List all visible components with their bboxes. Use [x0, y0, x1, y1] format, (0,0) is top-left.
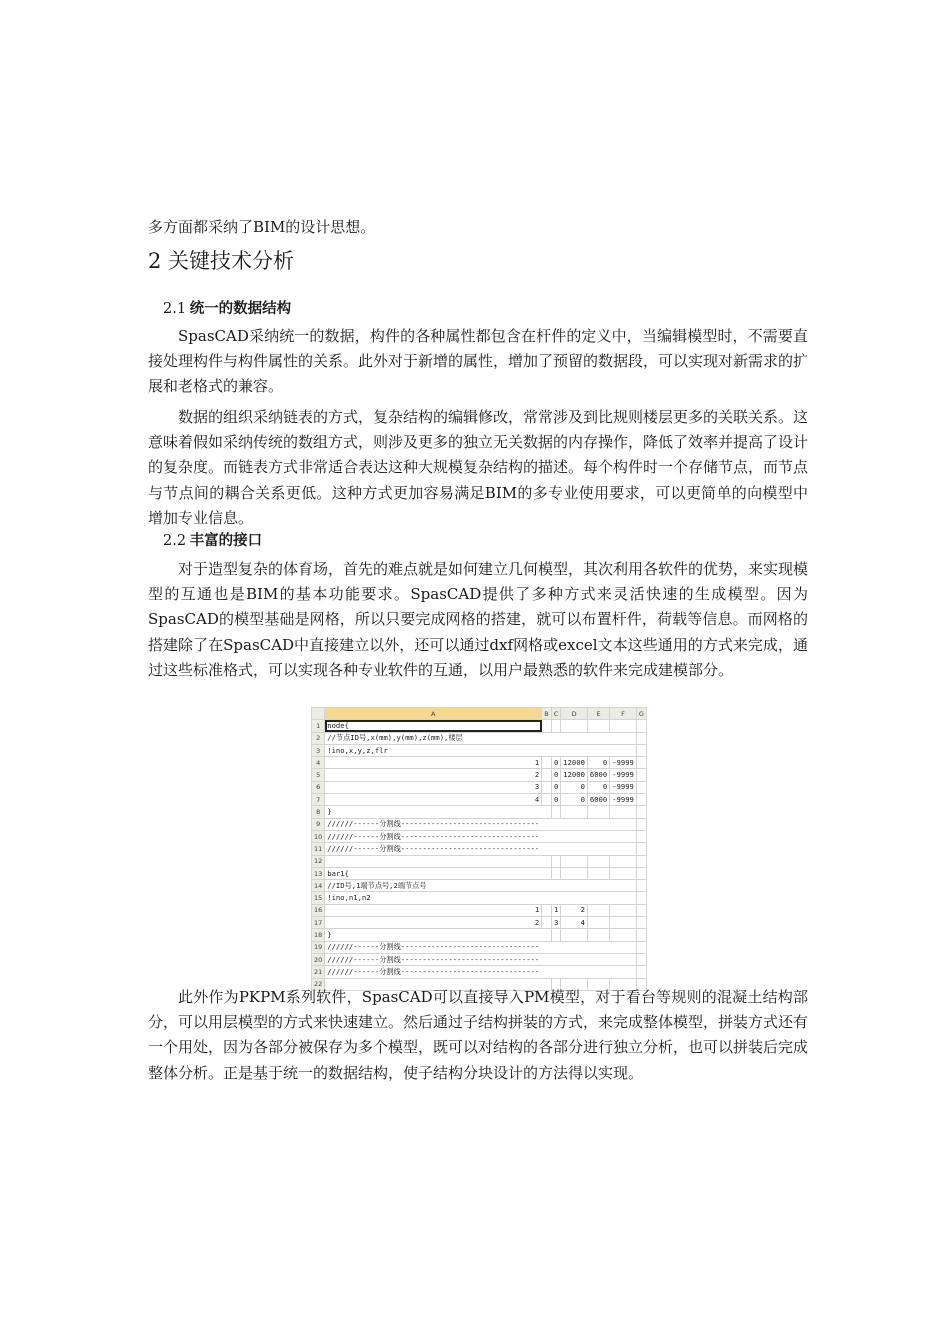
table-row [312, 744, 647, 756]
cell[interactable] [610, 929, 637, 941]
cell[interactable] [610, 953, 637, 965]
table-row [312, 843, 647, 855]
cell[interactable] [542, 966, 551, 978]
table-row [312, 929, 647, 941]
cell[interactable] [561, 818, 588, 830]
cell[interactable] [542, 769, 551, 781]
cell[interactable] [561, 941, 588, 953]
cell[interactable] [636, 757, 646, 769]
cell[interactable] [542, 929, 551, 941]
cell[interactable] [636, 904, 646, 916]
cell[interactable]: 2 [561, 904, 588, 916]
cell[interactable] [561, 744, 588, 756]
table-row [312, 720, 647, 732]
cell[interactable] [551, 892, 561, 904]
cell[interactable] [610, 966, 637, 978]
row-header[interactable]: 14 [312, 880, 325, 892]
cell[interactable]: 2 [325, 917, 542, 929]
cell[interactable]: -9999 [610, 757, 637, 769]
row-header[interactable]: 21 [312, 966, 325, 978]
cell[interactable] [636, 892, 646, 904]
cell[interactable] [542, 720, 551, 732]
cell[interactable] [636, 953, 646, 965]
cell[interactable]: -9999 [610, 794, 637, 806]
cell[interactable] [551, 855, 561, 867]
cell[interactable] [610, 744, 637, 756]
cell[interactable] [542, 843, 551, 855]
row-header[interactable]: 17 [312, 917, 325, 929]
cell[interactable] [561, 830, 588, 842]
cell[interactable]: 2 [325, 769, 542, 781]
cell[interactable] [587, 720, 609, 732]
column-header-e[interactable]: E [587, 708, 609, 720]
cell[interactable]: 3 [325, 781, 542, 793]
table-row [312, 830, 647, 842]
cell[interactable]: 0 [587, 781, 609, 793]
cell[interactable] [587, 806, 609, 818]
cell[interactable]: //////------分割线-------------------------------- [325, 818, 542, 830]
table-row [312, 794, 647, 806]
subsection-number: 2.2 [163, 533, 187, 549]
cell[interactable]: !ino,x,y,z,flr [325, 744, 542, 756]
cell[interactable] [561, 867, 588, 879]
cell[interactable] [551, 941, 561, 953]
cell[interactable] [561, 855, 588, 867]
cell[interactable] [542, 732, 551, 744]
cell[interactable] [587, 941, 609, 953]
cell[interactable] [542, 892, 551, 904]
cell[interactable]: 3 [551, 917, 561, 929]
cell[interactable] [542, 744, 551, 756]
cell[interactable] [542, 880, 551, 892]
cell[interactable] [636, 794, 646, 806]
column-header-d[interactable]: D [561, 708, 588, 720]
cell[interactable] [561, 843, 588, 855]
column-header-g[interactable]: G [636, 708, 646, 720]
cell[interactable]: //////------分割线-------------------------------- [325, 830, 542, 842]
intro-tail-line: 多方面都采纳了BIM的设计思想。 [148, 218, 376, 236]
cell[interactable] [587, 843, 609, 855]
cell[interactable] [551, 744, 561, 756]
table-row [312, 904, 647, 916]
cell[interactable]: 6000 [587, 794, 609, 806]
cell[interactable]: 1 [325, 757, 542, 769]
paragraph-pkpm: 此外作为PKPM系列软件，SpasCAD可以直接导入PM模型，对于看台等规则的混凝土结构部分，可以用层模型的方式来快速建立。然后通过子结构拼装的方式，来完成整体模型，拼装方式还有一个用处，因为各部分被保存为多个模型，既可以对结构的各部分进行独立分析，也可以拼装后完成整体分析。正是基于统一的数据结构，使子结构分块设计的方法得以实现。 [148, 988, 809, 1082]
cell[interactable] [636, 781, 646, 793]
cell[interactable]: node{ [325, 720, 542, 732]
cell[interactable] [561, 953, 588, 965]
cell[interactable] [587, 953, 609, 965]
row-header[interactable]: 16 [312, 904, 325, 916]
cell[interactable] [610, 904, 637, 916]
cell[interactable] [551, 806, 561, 818]
cell[interactable] [636, 843, 646, 855]
cell[interactable] [587, 830, 609, 842]
cell[interactable] [636, 769, 646, 781]
corner-cell [312, 708, 325, 720]
cell[interactable]: 0 [561, 781, 588, 793]
cell[interactable] [587, 904, 609, 916]
cell[interactable]: 4 [561, 917, 588, 929]
table-row [312, 966, 647, 978]
table-row [312, 769, 647, 781]
cell[interactable] [542, 818, 551, 830]
cell[interactable] [542, 867, 551, 879]
cell[interactable]: 0 [551, 794, 561, 806]
paragraph-linked-list: 数据的组织采纳链表的方式，复杂结构的编辑修改，常常涉及到比规则楼层更多的关联关系。这意味着假如采纳传统的数组方式，则涉及更多的独立无关数据的内存操作，降低了效率并提高了设计的复杂度。而链表方式非常适合表达这种大规模复杂结构的描述。每个构件时一个存储节点，而节点与节点间的耦合关系更低。这种方式更加容易满足BIM的多专业使用要求，可以更简单的向模型中增加专业信息。 [148, 408, 809, 527]
cell[interactable] [636, 855, 646, 867]
cell[interactable] [551, 929, 561, 941]
cell[interactable] [587, 818, 609, 830]
cell[interactable] [636, 818, 646, 830]
cell[interactable] [610, 806, 637, 818]
row-header[interactable]: 20 [312, 953, 325, 965]
cell[interactable] [587, 929, 609, 941]
cell[interactable] [636, 830, 646, 842]
row-header[interactable]: 18 [312, 929, 325, 941]
cell[interactable] [542, 757, 551, 769]
cell[interactable] [587, 732, 609, 744]
cell[interactable]: -9999 [610, 781, 637, 793]
table-row [312, 953, 647, 965]
cell[interactable] [610, 917, 637, 929]
cell[interactable] [610, 830, 637, 842]
cell[interactable] [610, 867, 637, 879]
cell[interactable]: 0 [551, 757, 561, 769]
cell[interactable]: //节点ID号,x(mm),y(mm),z(mm),楼层 [325, 732, 542, 744]
cell[interactable] [610, 880, 637, 892]
cell[interactable] [551, 830, 561, 842]
cell[interactable] [636, 941, 646, 953]
row-header[interactable]: 13 [312, 867, 325, 879]
cell[interactable] [542, 953, 551, 965]
cell[interactable] [610, 941, 637, 953]
cell[interactable]: !ino,n1,n2 [325, 892, 542, 904]
cell[interactable]: bar1{ [325, 867, 542, 879]
cell[interactable]: //ID号,1端节点号,2端节点号 [325, 880, 542, 892]
cell[interactable]: //////------分割线-------------------------------- [325, 966, 542, 978]
row-header[interactable]: 7 [312, 794, 325, 806]
cell[interactable] [636, 720, 646, 732]
cell[interactable] [561, 892, 588, 904]
cell[interactable]: //////------分割线-------------------------------- [325, 843, 542, 855]
cell[interactable] [551, 953, 561, 965]
cell[interactable] [636, 806, 646, 818]
cell[interactable]: 12000 [561, 769, 588, 781]
paragraph-interfaces: 对于造型复杂的体育场，首先的难点就是如何建立几何模型，其次利用各软件的优势，来实现模型的互通也是BIM的基本功能要求。SpasCAD提供了多种方式来灵活快速的生成模型。因为SpasCAD的模型基础是网格，所以只要完成网格的搭建，就可以布置杆件，荷载等信息。而网格的搭建除了在SpasCAD中直接建立以外，还可以通过dxf网格或excel文本这些通用的方式来完成，通过这些标准格式，可以实现各种专业软件的互通，以用户最熟悉的软件来完成建模部分。 [148, 560, 809, 679]
column-header-row [312, 708, 647, 720]
cell[interactable]: } [325, 929, 542, 941]
cell[interactable] [542, 855, 551, 867]
row-header[interactable]: 4 [312, 757, 325, 769]
paragraph-data-structure: SpasCAD采纳统一的数据，构件的各种属性都包含在杆件的定义中，当编辑模型时，不需要直接处理构件与构件属性的关系。此外对于新增的属性，增加了预留的数据段，可以实现对新需求的扩展和老格式的兼容。 [148, 327, 809, 396]
cell[interactable] [551, 880, 561, 892]
spreadsheet-figure [311, 707, 644, 989]
cell[interactable] [587, 892, 609, 904]
cell[interactable]: 0 [551, 781, 561, 793]
cell[interactable] [587, 880, 609, 892]
column-header-f[interactable]: F [610, 708, 637, 720]
cell[interactable] [542, 806, 551, 818]
cell[interactable] [587, 744, 609, 756]
cell[interactable] [551, 818, 561, 830]
section-heading: 2 关键技术分析 [148, 249, 295, 273]
cell[interactable]: 6000 [587, 769, 609, 781]
row-header[interactable]: 1 [312, 720, 325, 732]
table-row [312, 892, 647, 904]
cell[interactable]: 1 [551, 904, 561, 916]
cell[interactable] [610, 855, 637, 867]
row-header[interactable]: 11 [312, 843, 325, 855]
column-header-b[interactable]: B [542, 708, 551, 720]
spreadsheet-table [311, 707, 647, 991]
cell[interactable] [636, 867, 646, 879]
cell[interactable] [542, 830, 551, 842]
cell[interactable] [561, 880, 588, 892]
cell[interactable] [636, 929, 646, 941]
column-header-c[interactable]: C [551, 708, 561, 720]
cell[interactable] [610, 843, 637, 855]
cell[interactable]: 12000 [561, 757, 588, 769]
row-header[interactable]: 6 [312, 781, 325, 793]
cell[interactable] [587, 855, 609, 867]
cell[interactable] [561, 966, 588, 978]
cell[interactable] [561, 929, 588, 941]
cell[interactable] [551, 720, 561, 732]
spreadsheet-body [312, 720, 647, 991]
row-header[interactable]: 10 [312, 830, 325, 842]
subsection-heading-2-2 [163, 530, 262, 552]
cell[interactable] [636, 966, 646, 978]
cell[interactable] [610, 720, 637, 732]
table-row [312, 855, 647, 867]
cell[interactable] [636, 732, 646, 744]
row-header[interactable]: 2 [312, 732, 325, 744]
row-header[interactable]: 12 [312, 855, 325, 867]
cell[interactable]: //////------分割线-------------------------------- [325, 953, 542, 965]
cell[interactable] [542, 904, 551, 916]
cell[interactable] [551, 843, 561, 855]
cell[interactable]: } [325, 806, 542, 818]
cell[interactable] [610, 892, 637, 904]
cell[interactable]: //////------分割线-------------------------------- [325, 941, 542, 953]
table-row [312, 941, 647, 953]
cell[interactable] [636, 917, 646, 929]
cell[interactable] [551, 867, 561, 879]
table-row [312, 757, 647, 769]
cell[interactable]: 4 [325, 794, 542, 806]
cell[interactable] [542, 941, 551, 953]
cell[interactable] [587, 867, 609, 879]
cell[interactable] [551, 732, 561, 744]
row-header[interactable]: 8 [312, 806, 325, 818]
table-row [312, 781, 647, 793]
cell[interactable] [561, 806, 588, 818]
cell[interactable] [587, 917, 609, 929]
cell[interactable] [542, 794, 551, 806]
subsection-number: 2.1 [163, 301, 187, 317]
cell[interactable]: 0 [587, 757, 609, 769]
table-row [312, 732, 647, 744]
cell[interactable]: -9999 [610, 769, 637, 781]
cell[interactable] [587, 966, 609, 978]
table-row [312, 880, 647, 892]
cell[interactable] [610, 818, 637, 830]
row-header[interactable]: 9 [312, 818, 325, 830]
column-header-a[interactable]: A [325, 708, 542, 720]
table-row [312, 867, 647, 879]
row-header[interactable]: 5 [312, 769, 325, 781]
cell[interactable] [636, 744, 646, 756]
subsection-title: 统一的数据结构 [189, 301, 292, 317]
cell[interactable] [610, 732, 637, 744]
cell[interactable]: 0 [561, 794, 588, 806]
table-row [312, 818, 647, 830]
row-header[interactable]: 22 [312, 978, 325, 990]
table-row [312, 806, 647, 818]
table-row [312, 917, 647, 929]
row-header[interactable]: 15 [312, 892, 325, 904]
row-header[interactable]: 19 [312, 941, 325, 953]
cell[interactable] [325, 855, 542, 867]
subsection-title: 丰富的接口 [189, 533, 263, 549]
subsection-heading-2-1 [163, 298, 291, 320]
cell[interactable] [636, 880, 646, 892]
cell[interactable] [561, 732, 588, 744]
row-header[interactable]: 3 [312, 744, 325, 756]
cell[interactable]: 1 [325, 904, 542, 916]
cell[interactable]: 0 [551, 769, 561, 781]
cell[interactable] [551, 966, 561, 978]
cell[interactable] [542, 781, 551, 793]
cell[interactable] [542, 917, 551, 929]
cell[interactable] [561, 720, 588, 732]
